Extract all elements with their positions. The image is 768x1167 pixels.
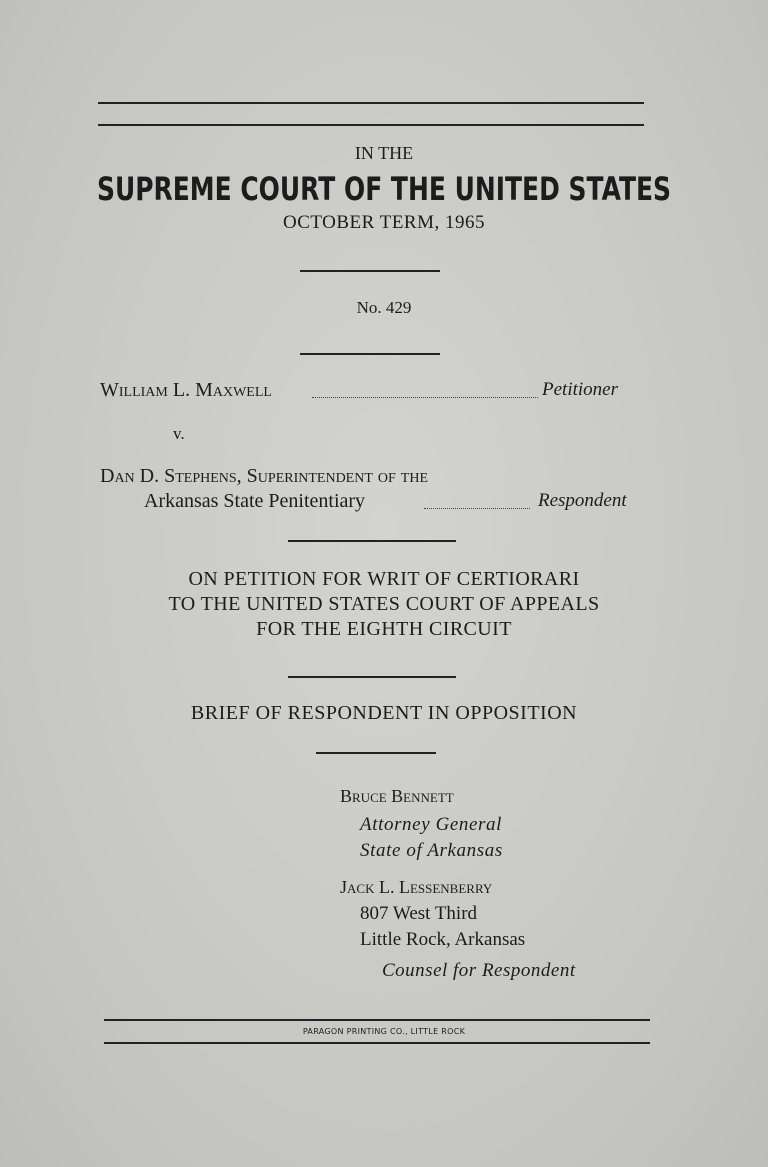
petitioner-role: Petitioner xyxy=(542,379,618,400)
counsel-name-1: Bruce Bennett xyxy=(340,786,454,806)
footer-rule-1 xyxy=(104,1019,650,1021)
counsel-role: Counsel for Respondent xyxy=(382,960,576,981)
in-the-heading: IN THE xyxy=(354,143,414,163)
top-rule-2 xyxy=(98,124,644,126)
respondent-name: Dan D. Stephens, Superintendent of the xyxy=(100,465,429,487)
counsel-title-1a: Attorney General xyxy=(360,814,503,835)
counsel-name-2: Jack L. Lessenberry xyxy=(340,877,493,897)
versus: v. xyxy=(173,424,185,443)
respondent-role: Respondent xyxy=(538,490,627,511)
brief-title: BRIEF OF RESPONDENT IN OPPOSITION xyxy=(190,702,578,724)
petitioner-name: William L. Maxwell xyxy=(100,379,272,401)
docket-number: No. 429 xyxy=(356,298,412,317)
counsel-address-1: 807 West Third xyxy=(360,903,478,924)
respondent-line-2: Arkansas State Penitentiary xyxy=(144,490,366,512)
petition-line-1: ON PETITION FOR WRIT OF CERTIORARI xyxy=(188,568,580,590)
term-heading: OCTOBER TERM, 1965 xyxy=(282,212,485,233)
respondent-leader xyxy=(424,508,530,509)
counsel-title-1b: State of Arkansas xyxy=(360,840,503,861)
petition-line-3: FOR THE EIGHTH CIRCUIT xyxy=(256,618,512,640)
divider-4 xyxy=(288,676,456,678)
divider-3 xyxy=(288,540,456,542)
top-rule-1 xyxy=(98,102,644,104)
printer-credit: PARAGON PRINTING CO., LITTLE ROCK xyxy=(302,1027,466,1036)
petition-line-2: TO THE UNITED STATES COURT OF APPEALS xyxy=(168,593,600,615)
footer-rule-2 xyxy=(104,1042,650,1044)
court-name: SUPREME COURT OF THE UNITED STATES xyxy=(96,170,672,208)
counsel-address-2: Little Rock, Arkansas xyxy=(360,929,526,950)
divider-1 xyxy=(300,270,440,272)
respondent-line-1 xyxy=(100,465,428,488)
petitioner-leader xyxy=(312,397,538,398)
divider-5 xyxy=(316,752,436,754)
divider-2 xyxy=(300,353,440,355)
